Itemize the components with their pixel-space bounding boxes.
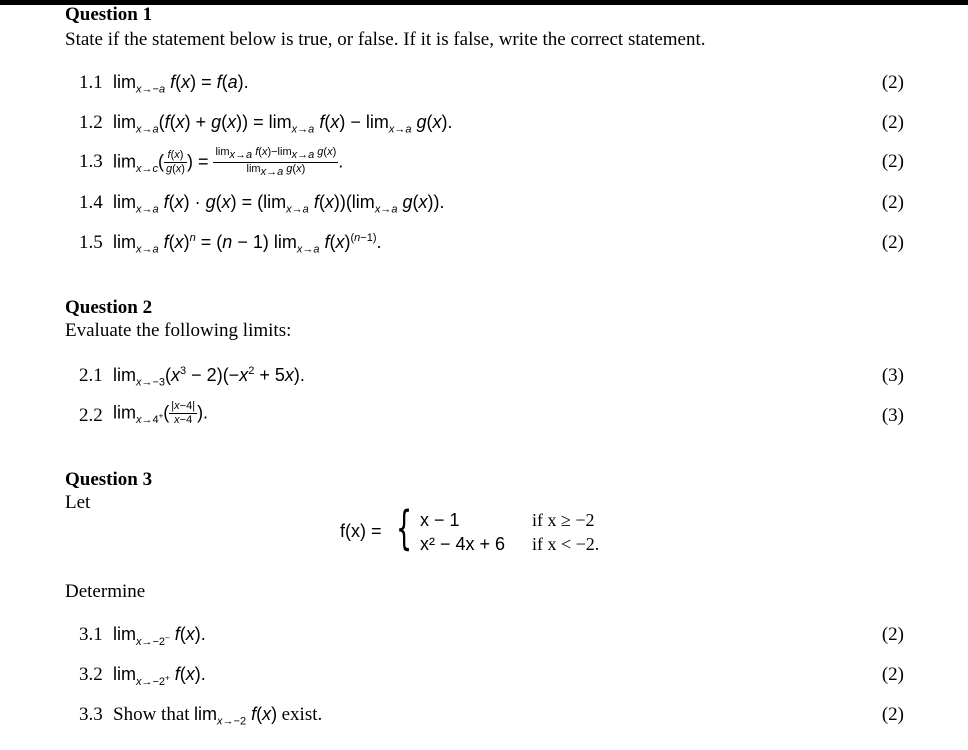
question-2-title: Question 2 bbox=[65, 297, 153, 318]
question-item-1-1 bbox=[79, 72, 904, 96]
question-3-title: Question 3 bbox=[65, 469, 153, 490]
case-1-condition: if x ≥ −2 bbox=[532, 510, 595, 530]
math-expression: $\lim_{x\to-2^+} f(x)$. bbox=[113, 664, 206, 688]
item-number: 2.2 bbox=[79, 405, 103, 426]
marks-label: (3) bbox=[881, 365, 904, 386]
question-2-instruction: Evaluate the following limits: bbox=[65, 320, 292, 341]
question-item-1-3 bbox=[79, 146, 904, 179]
marks-label: (2) bbox=[881, 624, 904, 645]
question-1-instruction: State if the statement below is true, or false. If it is false, write the correct statement. bbox=[65, 29, 706, 50]
case-2-condition: if x < −2. bbox=[532, 534, 600, 554]
math-expression: Show that $\lim_{x\to-2} f(x)$ exist. bbox=[113, 704, 323, 728]
item-number: 1.5 bbox=[79, 232, 103, 253]
marks-label: (2) bbox=[881, 704, 904, 725]
math-expression: $\lim_{x\to a} f(x)^n = (n - 1)$ $\lim_{x\to a} f(x)^{(n-1)}$. bbox=[113, 232, 382, 256]
item-text: Show that bbox=[113, 704, 190, 725]
item-number: 3.2 bbox=[79, 664, 103, 685]
item-number: 3.1 bbox=[79, 624, 103, 645]
marks-label: (2) bbox=[881, 192, 904, 213]
question-item-1-4 bbox=[79, 192, 904, 216]
determine-label: Determine bbox=[65, 581, 146, 602]
marks-label: (2) bbox=[881, 664, 904, 685]
item-number: 1.4 bbox=[79, 192, 103, 213]
item-number: 1.3 bbox=[79, 151, 103, 172]
math-expression: $\lim_{x\to c}$( $\frac{f(x)}{g(x)}$ ) = $\frac{\lim_{x\to a} f(x)-\lim_{x\to a} g(x)}{\lim_{x\to a} g(x)}$ . bbox=[113, 146, 344, 179]
question-item-1-5 bbox=[79, 232, 904, 256]
question-item-3-3 bbox=[79, 704, 904, 728]
item-number: 1.1 bbox=[79, 72, 103, 93]
question-item-3-2 bbox=[79, 664, 904, 688]
piecewise-function bbox=[340, 501, 640, 558]
question-item-2-2 bbox=[79, 400, 904, 429]
question-item-3-1 bbox=[79, 624, 904, 648]
question-3-intro: Let bbox=[65, 492, 91, 513]
left-brace: { bbox=[396, 501, 413, 555]
marks-label: (2) bbox=[881, 112, 904, 133]
marks-label: (2) bbox=[881, 151, 904, 172]
item-number: 1.2 bbox=[79, 112, 103, 133]
question-item-1-2 bbox=[79, 112, 904, 136]
math-expression: $\lim_{x\to-3}(x^3 - 2)(-x^2 + 5x)$. bbox=[113, 365, 305, 389]
case-2-expression: x² − 4x + 6 bbox=[420, 534, 506, 554]
math-expression: $\lim_{x\to-2^-} f(x)$. bbox=[113, 624, 206, 648]
math-expression: $\lim_{x\to a}(f(x) + g(x)) = \lim_{x\to a} f(x) - \lim_{x\to a} g(x)$. bbox=[113, 112, 453, 136]
piecewise-lhs: f(x) = bbox=[340, 521, 382, 541]
marks-label: (2) bbox=[881, 72, 904, 93]
marks-label: (3) bbox=[881, 405, 904, 426]
math-expression: $\lim_{x\to a} f(x) \cdot g(x) = (\lim_{x\to a}$ $f(x))(\lim_{x\to a}$ g(x)). bbox=[113, 192, 445, 216]
case-1-expression: x − 1 bbox=[420, 510, 460, 530]
question-1-title: Question 1 bbox=[65, 4, 153, 25]
question-item-2-1 bbox=[79, 365, 904, 389]
marks-label: (2) bbox=[881, 232, 904, 253]
math-expression: $\lim_{x\to 4^+}$( $\frac{|x-4|}{x-4}$ ). bbox=[113, 400, 209, 426]
item-number: 3.3 bbox=[79, 704, 103, 725]
math-expression: $\lim_{x\to-a} f(x) = f(a)$. bbox=[113, 72, 249, 96]
item-number: 2.1 bbox=[79, 365, 103, 386]
